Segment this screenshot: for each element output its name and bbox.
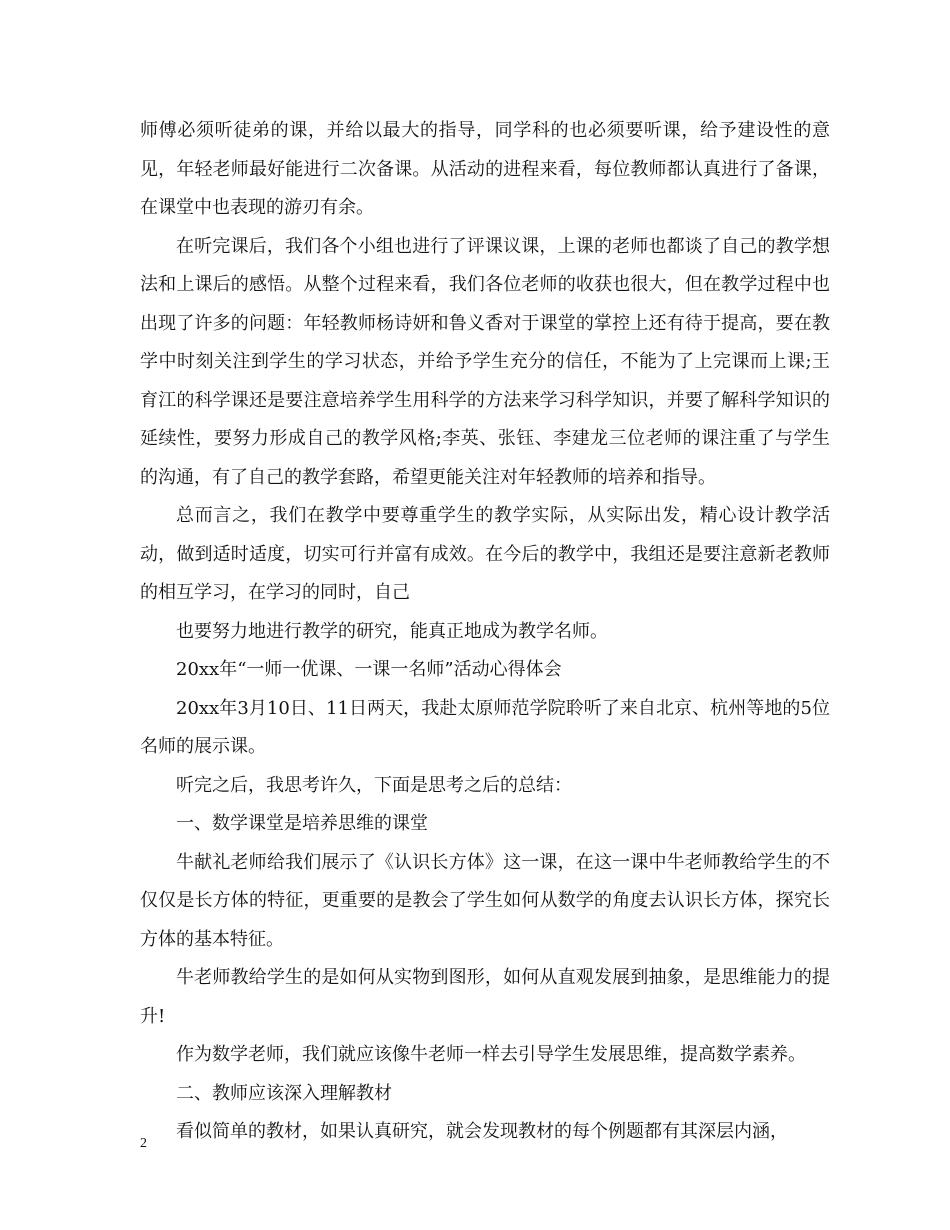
document-body [140,112,830,1152]
paragraph: 作为数学老师，我们就应该像牛老师一样去引导学生发展思维，提高数学素养。 [176,1044,806,1065]
paragraph: 听完之后，我思考许久，下面是思考之后的总结： [176,774,572,796]
section-heading: 二、教师应该深入理解教材 [176,1082,392,1104]
section-heading: 一、数学课堂是培养思维的课堂 [176,813,428,834]
paragraph: 牛老师教给学生的是如何从实物到图形，如何从直观发展到抽象，是思维能力的提升! [140,967,830,1027]
paragraph: 在听完课后，我们各个小组也进行了评课议课，上课的老师也都谈了自己的教学想法和上课后的感悟。从整个过程来看，我们各位老师的收获也很大，但在教学过程中也出现了许多的问题：年轻教师杨诗妍和鲁义香对于课堂的掌控上还有待于提高，要在教学中时刻关注到学生的学习状态，并给予学生充分的信任，不能为了上完课而上课;王育江的科学课还是要注意培养学生用科学的方法来学习科学知识，并要了解科学知识的延续性，要努力形成自己的教学风格;李英、张钰、李建龙三位老师的课注重了与学生的沟通，有了自己的教学套路，希望更能关注对年轻教师的培养和指导。 [140,235,830,488]
paragraph: 牛献礼老师给我们展示了《认识长方体》这一课，在这一课中牛老师教给学生的不仅仅是长方体的特征，更重要的是教会了学生如何从数学的角度去认识长方体，探究长方体的基本特征。 [140,851,830,950]
paragraph: 总而言之，我们在教学中要尊重学生的教学实际，从实际出发，精心设计教学活动，做到适时适度，切实可行并富有成效。在今后的教学中，我组还是要注意新老教师的相互学习，在学习的同时，自己 [140,505,830,603]
paragraph: 20xx年3月10日、11日两天，我赴太原师范学院聆听了来自北京、杭州等地的5位名师的展示课。 [140,697,830,757]
paragraph: 看似简单的教材，如果认真研究，就会发现教材的每个例题都有其深层内涵， [176,1121,788,1142]
page-number: 2 [140,1136,147,1151]
paragraph: 师傅必须听徒弟的课，并给以最大的指导，同学科的也必须要听课，给予建设性的意见，年轻老师最好能进行二次备课。从活动的进程来看，每位教师都认真进行了备课，在课堂中也表现的游刃有余。 [140,120,830,218]
section-title: 20xx年“一师一优课、一课一名师”活动心得体会 [176,659,562,680]
paragraph: 也要努力地进行教学的研究，能真正地成为教学名师。 [176,620,608,642]
